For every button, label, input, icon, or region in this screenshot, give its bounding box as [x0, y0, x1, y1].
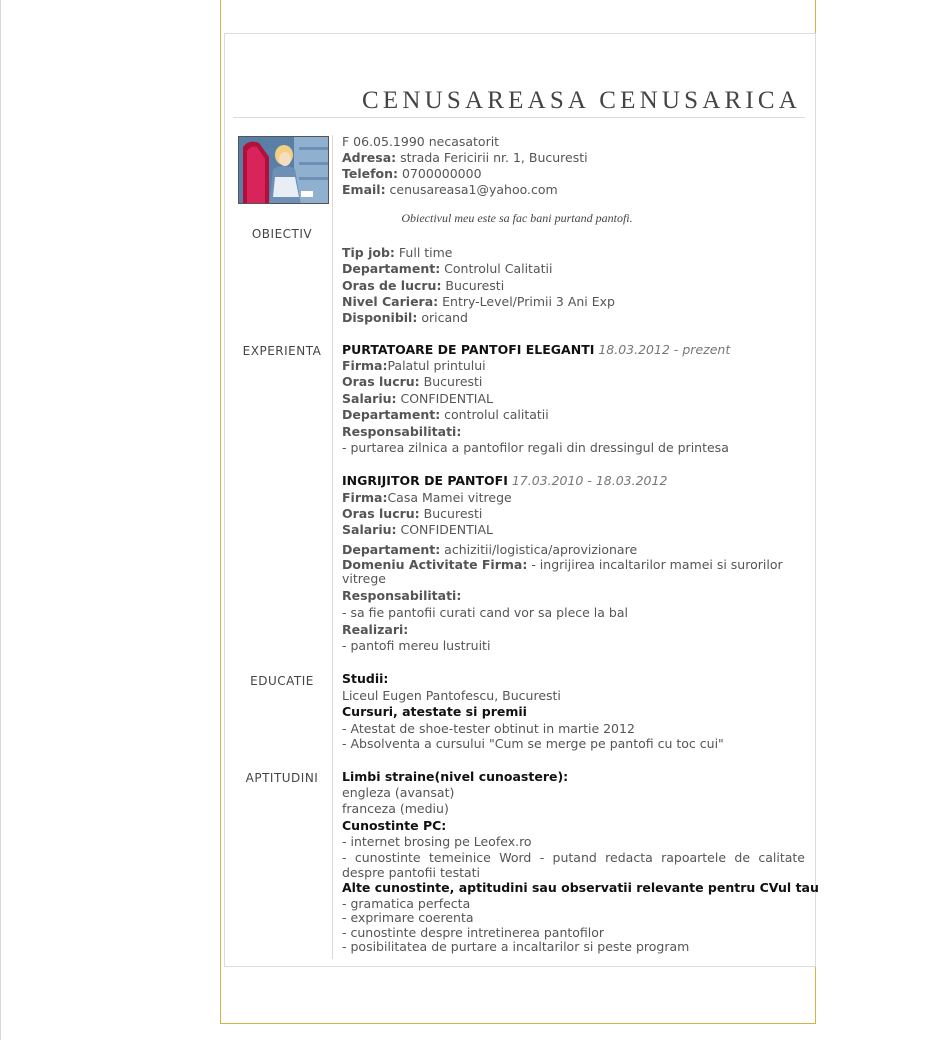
other-skill-item: - posibilitatea de purtare a incaltarilor si peste program	[342, 939, 690, 954]
job-department-value: achizitii/logistica/aprovizionare	[440, 542, 638, 557]
objective-text: Obiectivul meu este sa fac bani purtand pantofi.	[401, 211, 633, 225]
salary-label: Salariu:	[342, 522, 397, 537]
job-title-line	[342, 342, 805, 358]
achievements-label-text: Realizari:	[342, 622, 409, 637]
salary-line	[342, 391, 805, 407]
profile-photo	[238, 136, 329, 204]
city-label: Oras lucru:	[342, 506, 420, 521]
responsibilities-label	[342, 424, 805, 440]
studies-label-text: Studii:	[342, 671, 389, 686]
pc-skill-item: - internet brosing pe Leofex.ro	[342, 834, 532, 849]
responsibilities-label-text: Responsabilitati:	[342, 588, 462, 603]
work-city-label: Oras de lucru:	[342, 278, 442, 293]
cv-name-title: CENUSAREASA CENUSARICA	[362, 87, 801, 114]
company-domain-label: Domeniu Activitate Firma:	[342, 557, 528, 572]
other-skills-label-text: Alte cunostinte, aptitudini sau observatii relevante pentru CVul tau	[342, 880, 819, 895]
section-experience: EXPERIENTA	[242, 344, 322, 358]
responsibility-item: - sa fie pantofii curati cand vor sa plece la bal	[342, 605, 628, 620]
other-skill-item: - gramatica perfecta	[342, 896, 471, 911]
address-value: strada Fericirii nr. 1, Bucuresti	[396, 150, 588, 165]
email-label: Email:	[342, 182, 386, 197]
work-city-line	[342, 278, 805, 294]
job-dates: 17.03.2010 - 18.03.2012	[507, 473, 668, 488]
course-item: - Absolventa a cursului "Cum se merge pe pantofi cu toc cui"	[342, 736, 724, 751]
section-skills: APTITUDINI	[245, 771, 319, 785]
job-title: PURTATOARE DE PANTOFI ELEGANTI	[342, 342, 595, 357]
courses-label	[342, 704, 805, 720]
city-line	[342, 506, 805, 522]
city-line	[342, 374, 805, 390]
firm-line	[342, 490, 805, 506]
salary-line	[342, 522, 805, 538]
language-item: franceza (mediu)	[342, 801, 449, 816]
studies-label	[342, 671, 805, 687]
email-line	[342, 182, 805, 198]
firm-value: Casa Mamei vitrege	[387, 490, 512, 505]
work-city-value: Bucuresti	[441, 278, 505, 293]
other-skills-label	[342, 880, 819, 896]
responsibilities-label-text: Responsabilitati:	[342, 424, 462, 439]
studies-value: Liceul Eugen Pantofescu, Bucuresti	[342, 688, 561, 703]
pc-skill-item: - cunostinte temeinice Word - putand redacta rapoartele de calitate despre pantofii testati	[342, 850, 805, 880]
pc-skills-label-text: Cunostinte PC:	[342, 818, 447, 833]
personal-line: F 06.05.1990 necasatorit	[342, 134, 500, 149]
availability-label: Disponibil:	[342, 310, 418, 325]
city-value: Bucuresti	[419, 506, 483, 521]
other-skill-item: - cunostinte despre intretinerea pantofilor	[342, 925, 605, 940]
salary-label: Salariu:	[342, 391, 397, 406]
job-type-line	[342, 245, 805, 261]
salary-value: CONFIDENTIAL	[396, 391, 493, 406]
phone-label: Telefon:	[342, 166, 399, 181]
address-line	[342, 150, 805, 166]
pc-skills-label	[342, 818, 805, 834]
firm-label: Firma:	[342, 358, 388, 373]
achievements-label	[342, 622, 805, 638]
firm-label: Firma:	[342, 490, 388, 505]
courses-label-text: Cursuri, atestate si premii	[342, 704, 527, 719]
job-type-value: Full time	[394, 245, 453, 260]
other-skill-item: - exprimare coerenta	[342, 910, 474, 925]
job-department-label: Departament:	[342, 407, 441, 422]
responsibility-item: - purtarea zilnica a pantofilor regali din dressingul de printesa	[342, 440, 729, 455]
department-value: Controlul Calitatii	[440, 261, 553, 276]
title-divider	[233, 117, 805, 118]
job-title-line	[342, 473, 805, 489]
department-label: Departament:	[342, 261, 441, 276]
phone-line	[342, 166, 805, 182]
address-label: Adresa:	[342, 150, 397, 165]
salary-value: CONFIDENTIAL	[396, 522, 493, 537]
city-value: Bucuresti	[419, 374, 483, 389]
column-divider	[332, 135, 333, 959]
job-department-label: Departament:	[342, 542, 441, 557]
firm-line	[342, 358, 805, 374]
language-item: engleza (avansat)	[342, 785, 455, 800]
email-value: cenusareasa1@yahoo.com	[385, 182, 558, 197]
languages-label-text: Limbi straine(nivel cunoastere):	[342, 769, 569, 784]
phone-value: 0700000000	[398, 166, 482, 181]
page-left-border	[0, 0, 1, 1040]
achievement-item: - pantofi mereu lustruiti	[342, 638, 491, 653]
job-department-line	[342, 407, 805, 423]
career-level-value: Entry-Level/Primii 3 Ani Exp	[438, 294, 615, 309]
job-title: INGRIJITOR DE PANTOFI	[342, 473, 508, 488]
city-label: Oras lucru:	[342, 374, 420, 389]
availability-line	[342, 310, 805, 326]
company-domain-line	[342, 558, 805, 586]
career-level-line	[342, 294, 805, 310]
responsibilities-label	[342, 588, 805, 604]
career-level-label: Nivel Cariera:	[342, 294, 439, 309]
department-line	[342, 261, 805, 277]
job-type-label: Tip job:	[342, 245, 395, 260]
job-department-line	[342, 542, 805, 558]
languages-label	[342, 769, 805, 785]
job-dates: 18.03.2012 - prezent	[594, 342, 731, 357]
firm-value: Palatul printului	[387, 358, 486, 373]
job-department-value: controlul calitatii	[440, 407, 549, 422]
company-domain-value: - ingrijirea incaltarilor mamei si surorilor vitrege	[342, 557, 783, 586]
section-education: EDUCATIE	[250, 674, 314, 688]
course-item: - Atestat de shoe-tester obtinut in martie 2012	[342, 721, 635, 736]
section-objective: OBIECTIV	[251, 227, 313, 241]
availability-value: oricand	[417, 310, 468, 325]
